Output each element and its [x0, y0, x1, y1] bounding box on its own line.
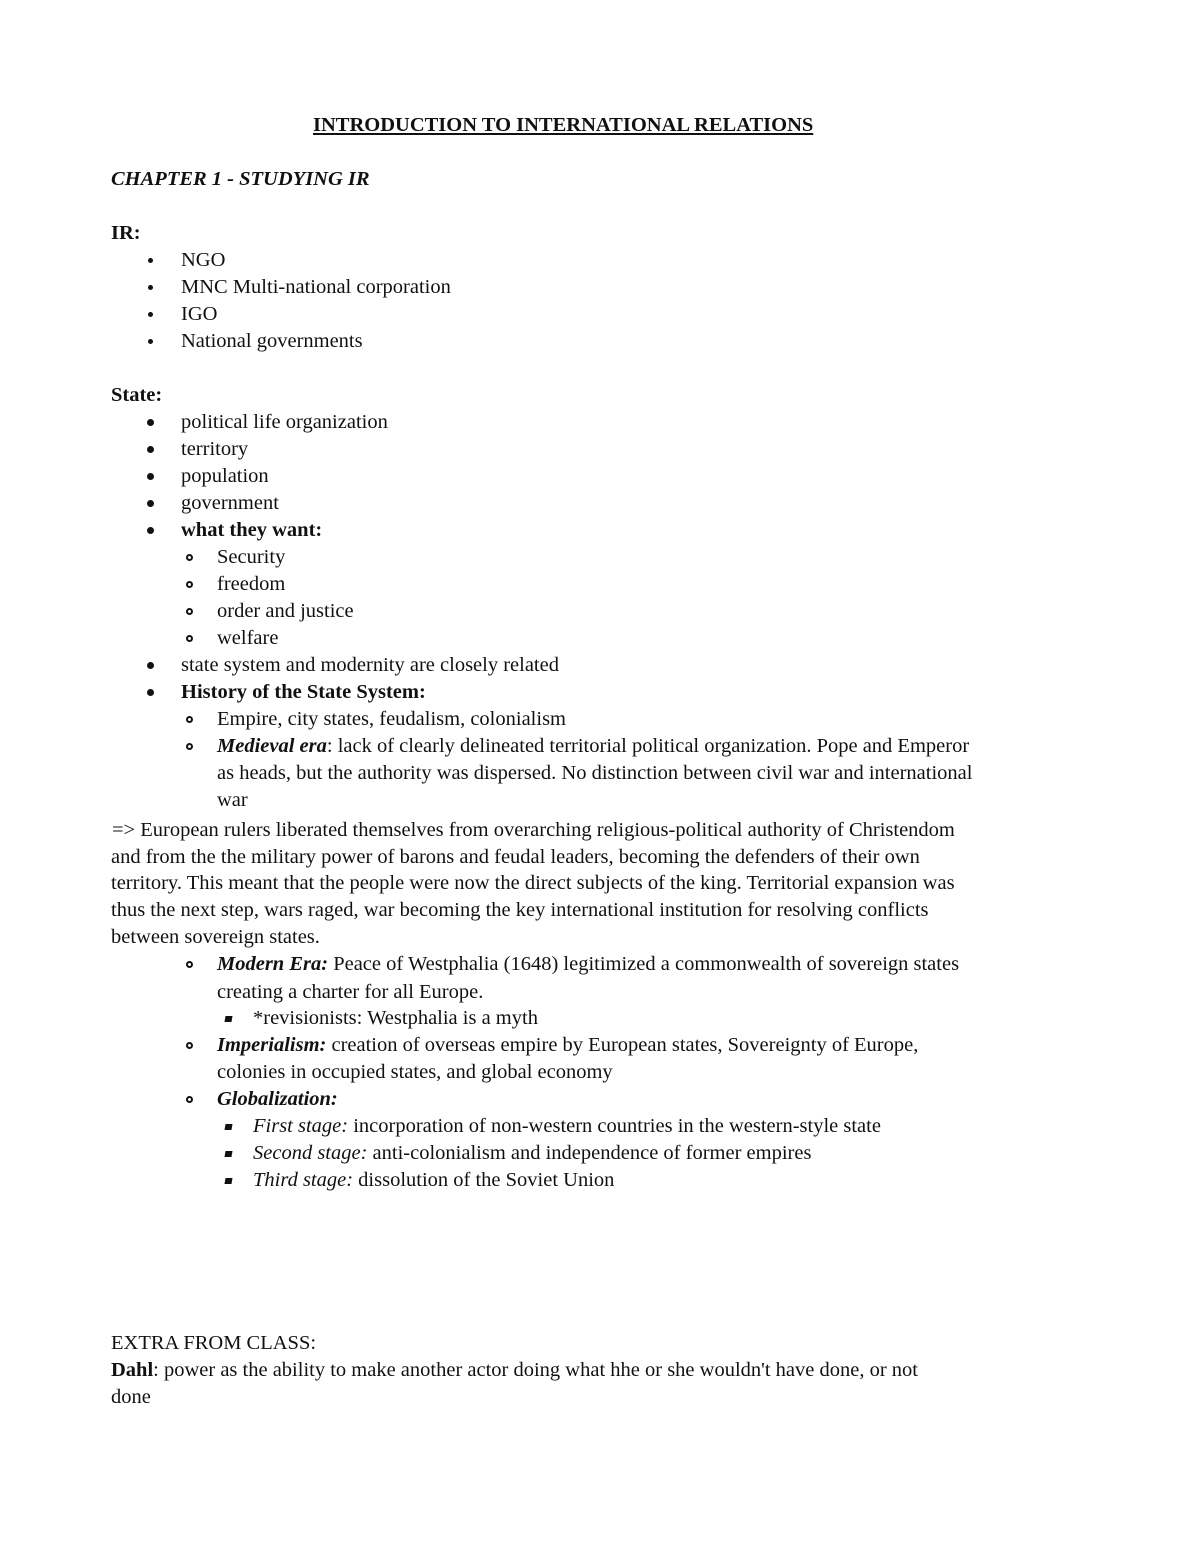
- list-item: territory: [181, 438, 249, 460]
- circle-bullet-icon: [186, 1096, 193, 1103]
- modern-era-text: Peace of Westphalia (1648) legitimized a commonwealth of sovereign states: [328, 953, 960, 975]
- chapter-heading: CHAPTER 1 - STUDYING IR: [111, 168, 370, 190]
- modern-era-text: creating a charter for all Europe.: [217, 981, 484, 1003]
- globalization-stage: [253, 1113, 881, 1140]
- modern-era-item: [217, 951, 959, 978]
- paragraph-line: and from the the military power of barons and feudal leaders, becoming the defenders of their own: [111, 846, 920, 868]
- list-item: state system and modernity are closely related: [181, 654, 559, 676]
- history-heading: History of the State System:: [181, 681, 426, 703]
- bullet-icon: [148, 312, 153, 317]
- medieval-text: war: [217, 789, 248, 811]
- dahl-text: done: [111, 1386, 151, 1408]
- list-item: political life organization: [181, 411, 388, 433]
- list-item: government: [181, 492, 279, 514]
- stage-text: incorporation of non-western countries in the western-style state: [348, 1115, 881, 1137]
- dahl-label: Dahl: [111, 1359, 154, 1381]
- square-bullet-icon: [224, 1016, 232, 1022]
- list-item: population: [181, 465, 269, 487]
- imperialism-label: Imperialism:: [217, 1034, 327, 1056]
- stage-text: dissolution of the Soviet Union: [353, 1169, 615, 1191]
- paragraph-line: thus the next step, wars raged, war becoming the key international institution for resolving conflicts: [111, 899, 929, 921]
- square-bullet-icon: [224, 1151, 232, 1157]
- circle-bullet-icon: [186, 581, 193, 588]
- square-bullet-icon: [224, 1124, 232, 1130]
- dahl-definition: [111, 1357, 918, 1384]
- bullet-icon: [148, 258, 153, 263]
- list-item: Empire, city states, feudalism, colonialism: [217, 708, 566, 730]
- bullet-icon: [148, 285, 153, 290]
- globalization-stage: [253, 1167, 614, 1194]
- medieval-text: as heads, but the authority was dispersed. No distinction between civil war and international: [217, 762, 973, 784]
- list-item: order and justice: [217, 600, 354, 622]
- list-item: welfare: [217, 627, 279, 649]
- list-item: IGO: [181, 303, 218, 325]
- bullet-icon: [147, 689, 154, 696]
- circle-bullet-icon: [186, 743, 193, 750]
- globalization-label: Globalization:: [217, 1088, 338, 1110]
- circle-bullet-icon: [186, 1042, 193, 1049]
- state-heading: State:: [111, 384, 163, 406]
- list-item: freedom: [217, 573, 286, 595]
- document-title: INTRODUCTION TO INTERNATIONAL RELATIONS: [313, 114, 814, 136]
- imperialism-item: [217, 1032, 918, 1059]
- globalization-stage: [253, 1140, 811, 1167]
- stage-text: anti-colonialism and independence of former empires: [367, 1142, 812, 1164]
- square-bullet-icon: [224, 1178, 232, 1184]
- list-item: National governments: [181, 330, 363, 352]
- list-item: *revisionists: Westphalia is a myth: [253, 1007, 538, 1029]
- medieval-label: Medieval era: [217, 735, 327, 757]
- modern-era-label: Modern Era:: [217, 953, 329, 975]
- dahl-text: : power as the ability to make another actor doing what hhe or she wouldn't have done, or not: [153, 1359, 918, 1381]
- bullet-icon: [147, 500, 154, 507]
- circle-bullet-icon: [186, 961, 193, 968]
- extra-heading: EXTRA FROM CLASS:: [111, 1332, 317, 1354]
- circle-bullet-icon: [186, 608, 193, 615]
- circle-bullet-icon: [186, 554, 193, 561]
- list-item: Security: [217, 546, 286, 568]
- stage-label: First stage:: [253, 1115, 349, 1137]
- bullet-icon: [147, 473, 154, 480]
- medieval-item: [217, 733, 969, 760]
- medieval-text: : lack of clearly delineated territorial political organization. Pope and Emperor: [326, 735, 970, 757]
- stage-label: Second stage:: [253, 1142, 368, 1164]
- list-item: MNC Multi-national corporation: [181, 276, 451, 298]
- imperialism-text: colonies in occupied states, and global economy: [217, 1061, 613, 1083]
- imperialism-text: creation of overseas empire by European states, Sovereignty of Europe,: [326, 1034, 919, 1056]
- circle-bullet-icon: [186, 635, 193, 642]
- bullet-icon: [148, 339, 153, 344]
- bullet-icon: [147, 419, 154, 426]
- paragraph-line: => European rulers liberated themselves from overarching religious-political authority of Christendom: [112, 819, 955, 841]
- list-item: NGO: [181, 249, 226, 271]
- wants-heading: what they want:: [181, 519, 323, 541]
- paragraph-line: between sovereign states.: [111, 926, 320, 948]
- bullet-icon: [147, 527, 154, 534]
- circle-bullet-icon: [186, 716, 193, 723]
- ir-heading: IR:: [111, 222, 141, 244]
- bullet-icon: [147, 662, 154, 669]
- paragraph-line: territory. This meant that the people were now the direct subjects of the king. Territorial expansion was: [111, 872, 955, 894]
- stage-label: Third stage:: [253, 1169, 354, 1191]
- bullet-icon: [147, 446, 154, 453]
